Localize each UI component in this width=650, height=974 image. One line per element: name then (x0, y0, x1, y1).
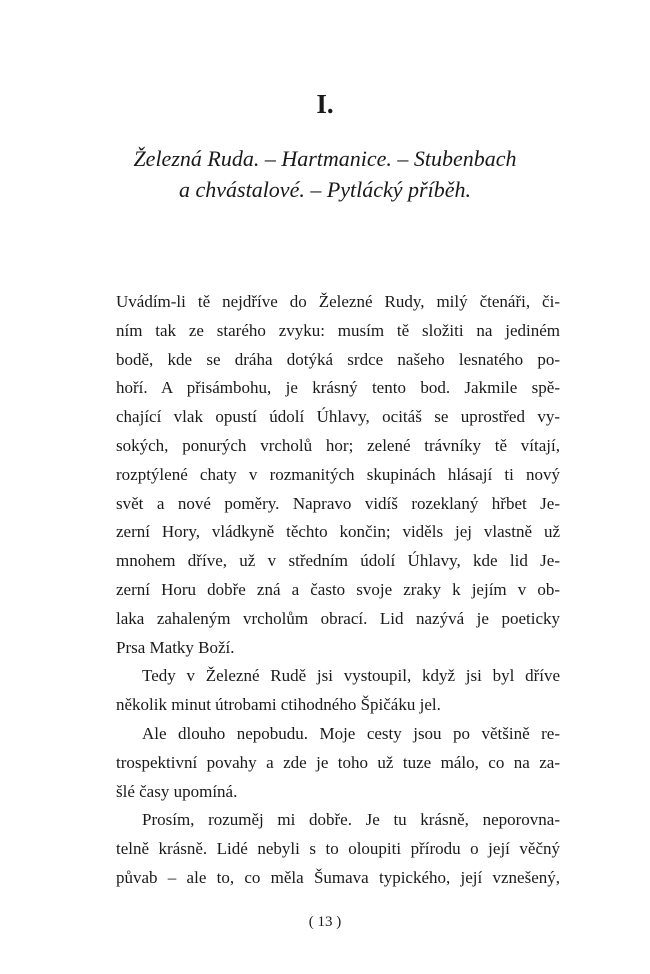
text-line: Tedy v Železné Rudě jsi vystoupil, když jsi byl dříve (142, 666, 560, 686)
text-line: Prsa Matky Boží. (116, 637, 235, 657)
text-line: zerní Horu dobře zná a často svoje zraky k jejím v ob- (116, 579, 560, 599)
text-line: bodě, kde se dráha dotýká srdce našeho lesnatého po- (116, 349, 560, 369)
text-line: zerní Hory, vládkyně těchto končin; viděls jej vlastně už (116, 522, 560, 542)
text-line: chající vlak opustí údolí Úhlavy, ocitáš se uprostřed vy- (116, 407, 560, 427)
text-line: laka zahaleným vrcholům obrací. Lid nazývá je poeticky (116, 608, 560, 628)
body-text (116, 288, 560, 893)
text-line: rozptýlené chaty v rozmanitých skupinách hlásají ti nový (116, 464, 560, 484)
page-number: ( 13 ) (308, 914, 342, 930)
chapter-subtitle-line: Železná Ruda. – Hartmanice. – Stubenbach (133, 146, 517, 171)
text-line: půvab – ale to, co měla Šumava typického, její vznešený, (116, 867, 560, 887)
text-line: trospektivní povahy a zde je toho už tuze málo, co na za- (116, 752, 560, 772)
text-line: hoří. A přisámbohu, je krásný tento bod. Jakmile spě- (116, 378, 560, 398)
text-line: Ale dlouho nepobudu. Moje cesty jsou po většině re- (142, 723, 560, 743)
text-line: telně krásně. Lidé nebyli s to oloupiti přírodu o její věčný (116, 839, 560, 859)
chapter-number: I. (316, 89, 334, 119)
text-line: Prosím, rozuměj mi dobře. Je tu krásně, neporovna- (142, 810, 560, 830)
text-line: šlé časy upomíná. (116, 781, 238, 801)
text-line: Uvádím-li tě nejdříve do Železné Rudy, milý čtenáři, či- (116, 292, 560, 311)
text-line: ním tak ze starého zvyku: musím tě složiti na jediném (116, 320, 560, 340)
chapter-subtitle (60, 143, 590, 205)
text-line: svět a nové poměry. Napravo vidíš rozeklaný hřbet Je- (116, 493, 560, 513)
chapter-subtitle-line: a chvástalové. – Pytlácký příběh. (178, 177, 471, 202)
text-line: několik minut útrobami ctihodného Špičáku jel. (116, 695, 441, 715)
text-line: sokých, ponurých vrcholů hor; zelené trávníky tě vítají, (116, 435, 560, 455)
text-line: mnohem dříve, už v středním údolí Úhlavy, kde lid Je- (116, 551, 560, 571)
